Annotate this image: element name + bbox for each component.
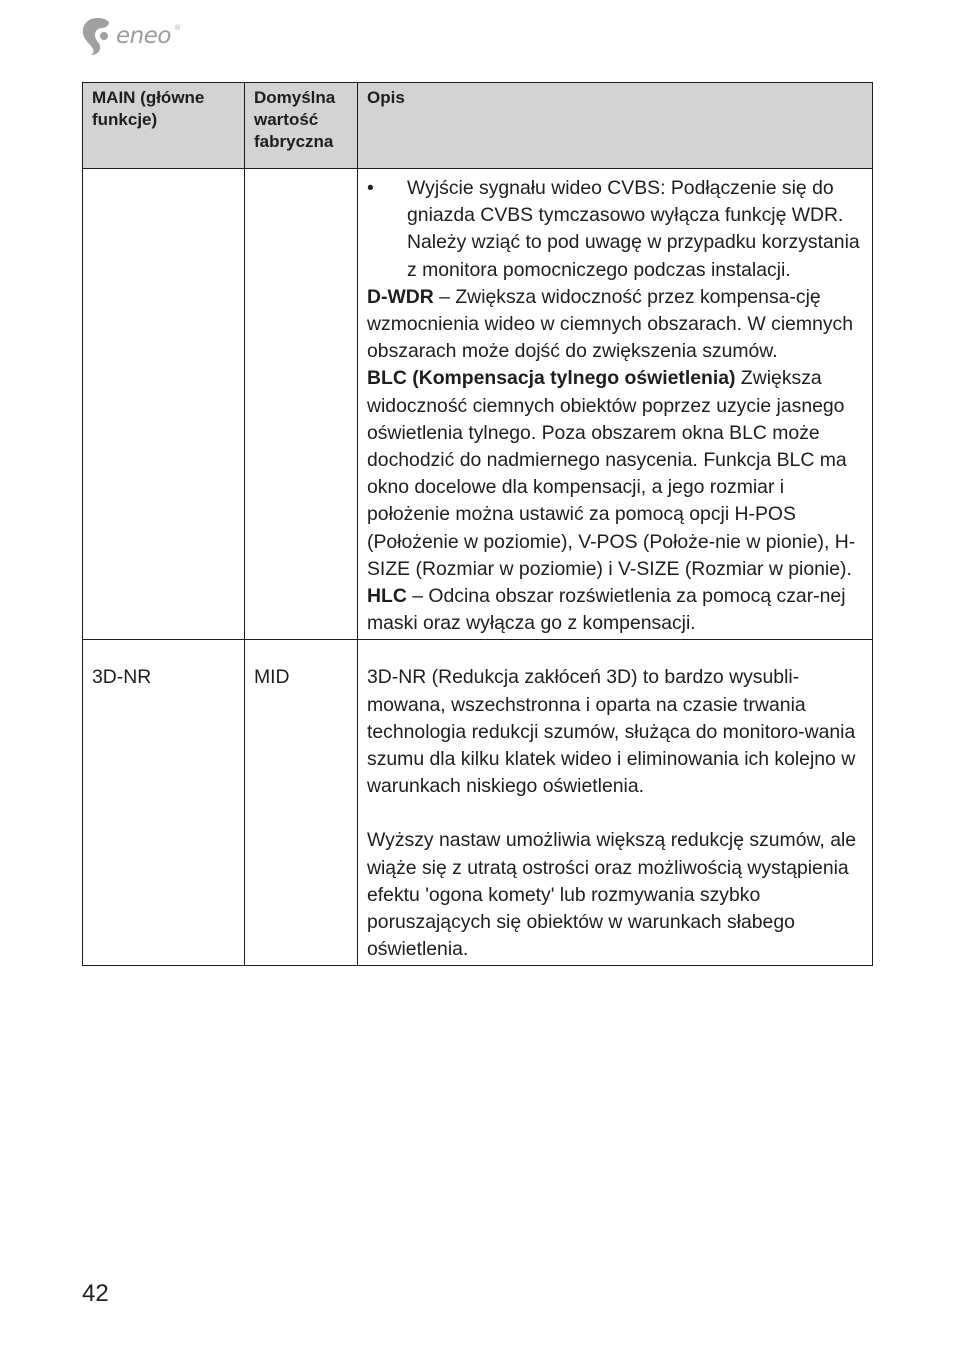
blc-label: BLC (Kompensacja tylnego oświetlenia) [367, 367, 736, 390]
hlc-text: – Odcina obszar rozświetlenia za pomocą czar-nej maski oraz wyłącza go z kompensacji. [367, 585, 846, 635]
eneo-logo [80, 16, 190, 58]
dwdr-label: D-WDR [367, 285, 434, 308]
dwdr-text: – Zwiększa widoczność przez kompensa-cję wzmocnienia wideo w ciemnych obszarach. W ciemnych obszarach może dojść do zwiększenia szumów. [367, 285, 854, 363]
hlc-paragraph [367, 583, 863, 637]
dwdr-paragraph [367, 284, 863, 366]
row2-description-cell [358, 640, 873, 966]
brand-registered-mark: ® [175, 25, 181, 32]
blc-paragraph [367, 365, 863, 583]
paragraph-spacer [367, 800, 863, 827]
cvbs-bullet-text: Wyjście sygnału wideo CVBS: Podłączenie się do gniazda CVBS tymczasowo wyłącza funkcję WDR. Należy wziąć to pod uwagę w przypadku korzystania z monitora pomocniczego podczas instalacji. [407, 177, 860, 281]
header-main-functions: MAIN (główne funkcje) [83, 83, 245, 169]
hlc-label: HLC [367, 585, 407, 608]
blc-text: Zwiększa widoczność ciemnych obiektów poprzez uzycie jasnego oświetlenia tylnego. Poza obszarem okna BLC może dochodzić do nadmiernego nasycenia. Funkcja BLC ma okno docelowe dla kompensacji, a jego rozmiar i położenie można ustawić za pomocą opcji H-POS (Położenie w poziomie), V-POS (Położe-nie w pionie), H-SIZE (Rozmiar w poziomie) i V-SIZE (Rozmiar w pionie). [367, 367, 856, 580]
page-number: 42 [82, 1280, 109, 1307]
row2-default-cell: MID [245, 640, 358, 966]
settings-table [82, 82, 873, 966]
row1-function-cell [83, 169, 245, 640]
row1-description-cell [358, 169, 873, 640]
row2-function-cell: 3D-NR [83, 640, 245, 966]
3dnr-paragraph-2: Wyższy nastaw umożliwia większą redukcję szumów, ale wiąże się z utratą ostrości oraz możliwością wystąpienia efektu 'ogona komety' lub rozmywania szybko poruszających się obiektów w warunkach słabego oświetlenia. [367, 829, 857, 961]
bullet-marker: • [367, 177, 374, 199]
table-row [83, 640, 873, 966]
table-row [83, 169, 873, 640]
cvbs-bullet-item [367, 175, 863, 284]
brand-name: eneo [116, 23, 171, 49]
eneo-logo-icon [80, 16, 114, 56]
header-description: Opis [358, 83, 873, 169]
header-default-value: Domyślna wartość fabryczna [245, 83, 358, 169]
3dnr-paragraph-1: 3D-NR (Redukcja zakłóceń 3D) to bardzo wysubli-mowana, wszechstronna i oparta na czasie trwania technologia redukcji szumów, służąca do monitoro-wania szumu dla kilku klatek wideo i eliminowania ich kolejno w warunkach niskiego oświetlenia. [367, 666, 856, 798]
table-header-row [83, 83, 873, 169]
row1-default-cell [245, 169, 358, 640]
